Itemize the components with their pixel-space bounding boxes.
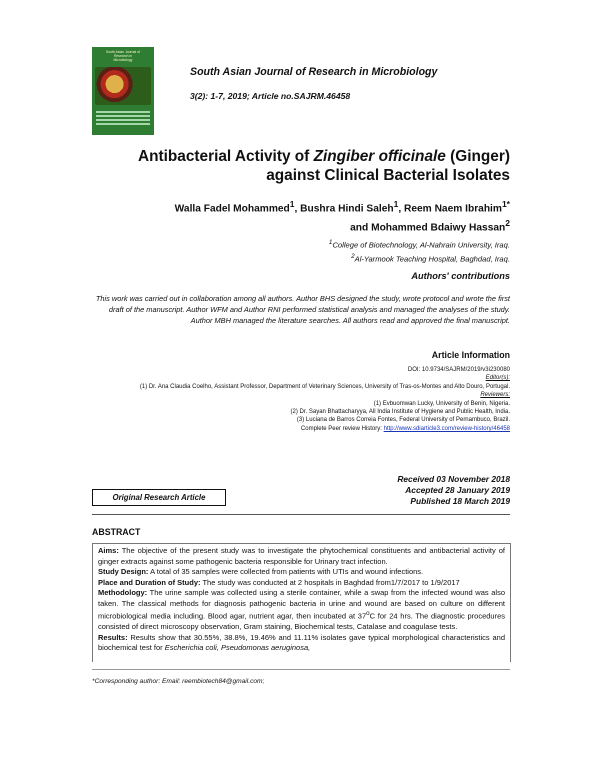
author-name: , Bushra Hindi Saleh (294, 203, 394, 215)
reviewer-entry: (1) Evbuomwan Lucky, University of Benin, Nigeria. (373, 400, 510, 407)
affiliation-text: College of Biotechnology, Al-Nahrain University, Iraq. (332, 240, 510, 250)
abstract-place (98, 578, 505, 589)
abstract-aims (98, 546, 505, 567)
author-list (60, 197, 510, 236)
author-affiliation-mark: 1 (289, 199, 295, 209)
cover-title-line: Research in (113, 54, 133, 58)
abstract-box (92, 543, 511, 662)
affiliation-mark: 2 (351, 252, 355, 260)
cover-title-line: Microbiology (113, 58, 133, 62)
cover-image (95, 67, 151, 105)
corresponding-author-footnote: *Corresponding author: Email: reembiotech84@gmail.com; (92, 678, 265, 685)
title-species: Zingiber officinale (313, 148, 446, 165)
divider (92, 514, 510, 515)
affiliations (60, 237, 510, 264)
journal-issue: 3(2): 1-7, 2019; Article no.SAJRM.46458 (190, 91, 351, 101)
accepted-date: Accepted 28 January 2019 (405, 485, 510, 495)
author-name: Walla Fadel Mohammed (174, 203, 290, 215)
reviewer-entry: (3) Luciana de Barros Correia Fontes, Federal University of Pernambuco, Brazil. (296, 417, 510, 424)
abstract-heading: ABSTRACT (92, 527, 141, 537)
affiliation (60, 237, 510, 251)
affiliation-mark: 1 (328, 239, 333, 246)
degree-mark: o (366, 610, 370, 617)
abstract-text (93, 544, 510, 656)
reviewers-label: Reviewers: (480, 392, 510, 399)
affiliation (60, 251, 510, 265)
title-line2: against Clinical Bacterial Isolates (266, 167, 510, 184)
reviewer-entry: (2) Dr. Sayan Bhattacharyya, All India Institute of Hygiene and Public Health, India. (290, 409, 510, 416)
peer-review-history-link[interactable]: http://www.sdiarticle3.com/review-history/46458 (383, 425, 510, 432)
abstract-design (98, 567, 505, 578)
section-label: Aims: (98, 546, 119, 555)
journal-cover-thumbnail (92, 47, 154, 135)
section-text: Results show that 30.55%, 38.8%, 19.46% and 11.11% isolates gave typical morphological characteristics and biochemical test for (98, 632, 505, 652)
author-affiliation-mark: 1* (501, 199, 510, 209)
editors-label: Editor(s): (485, 375, 510, 382)
peer-review-history (92, 425, 510, 433)
article-info-heading: Article Information (431, 350, 510, 360)
title-suffix: (Ginger) (445, 148, 510, 165)
footnote-divider (92, 669, 510, 670)
section-text: The study was conducted at 2 hospitals in Baghdad from1/7/2017 to 1/9/2017 (200, 577, 460, 587)
title-prefix: Antibacterial Activity of (137, 148, 314, 165)
paper-title (60, 147, 510, 185)
editor-entry: (1) Dr. Ana Claudia Coelho, Assistant Professor, Department of Veterinary Sciences, University of Tras-os-Montes and Alto Douro, Portugal. (139, 383, 510, 390)
section-label: Study Design: (98, 567, 149, 576)
author-name: and Mohammed Bdaiwy Hassan (350, 222, 506, 234)
publication-dates (300, 474, 510, 507)
contributions-heading: Authors' contributions (411, 271, 510, 281)
peer-review-history-label: Complete Peer review History: (300, 425, 384, 432)
cover-decoration (96, 111, 150, 113)
article-info (92, 366, 510, 433)
cover-title (94, 50, 152, 62)
contributions-text: This work was carried out in collaboration among all authors. Author BHS designed the study, wrote protocol and wrote the first draft of the manuscript. Author WFM and Author RNI performed statistical analysis and managed the analyses of the study. Author MBH managed the literature searches. All authors read and approved the final manuscript. (95, 294, 510, 325)
journal-name: South Asian Journal of Research in Microbiology (190, 66, 438, 78)
section-text: The urine sample was collected using a sterile container, while a swap from the infected wound was also taken. The classical methods for diagnosis pathogenic bacteria in urine and wound are based on culture on different microbiological media including. Blood agar, nutrient agar, then incubated at 37 (98, 588, 505, 621)
section-label: Results: (98, 632, 128, 642)
author-affiliation-mark: 1 (393, 199, 399, 209)
section-text: The objective of the present study was to investigate the phytochemical constituents and antibacterial activity of ginger extracts against some pathogenic bacteria responsible for Urinary tract infection. (98, 546, 505, 566)
affiliation-text: Al-Yarmook Teaching Hospital, Baghdad, Iraq. (354, 254, 510, 264)
species-names: Escherichia coli, Pseudomonas aeruginosa, (164, 643, 311, 652)
article-type-box: Original Research Article (92, 489, 226, 506)
section-text: C for 24 hrs. The diagnostic procedures consisted of direct microscopy observation, Gram staining, Biochemical tests, Catalase and coagulase tests. (98, 611, 505, 631)
published-date: Published 18 March 2019 (410, 496, 510, 506)
abstract-results (98, 633, 505, 654)
received-date: Received 03 November 2018 (397, 474, 510, 484)
cover-title-line: South Asian Journal of (106, 50, 140, 54)
section-label: Place and Duration of Study: (98, 577, 201, 587)
section-text: A total of 35 samples were collected from patients with UTIs and wound infections. (148, 567, 424, 576)
author-name: , Reem Naem Ibrahim (398, 203, 502, 215)
author-affiliation-mark: 2 (505, 218, 510, 229)
section-label: Methodology: (98, 588, 148, 597)
abstract-methodology (98, 588, 505, 633)
doi: DOI: 10.9734/SAJRM/2019/v3i230080 (407, 367, 510, 373)
